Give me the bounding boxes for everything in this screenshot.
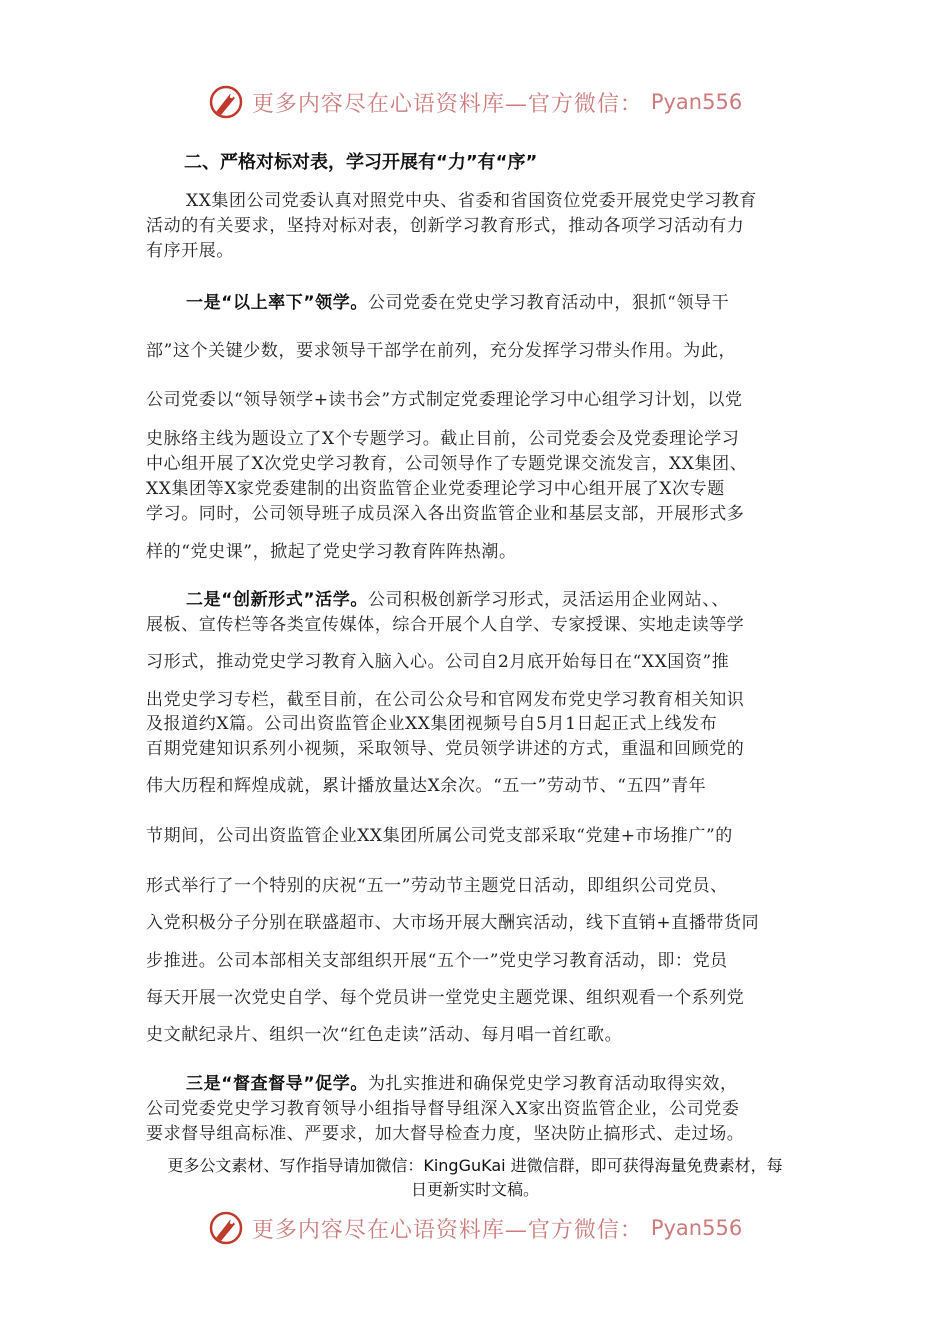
section-two-line: 入党积极分子分别在联盛超市、大市场开展大酬宾活动，线下直销+直播带货同 <box>146 913 760 933</box>
section-one-line: 公司党委以“领导领学+读书会”方式制定党委理论学习中心组学习计划，以党 <box>146 390 743 410</box>
section-two-line: 百期党建知识系列小视频，采取领导、党员领学讲述的方式，重温和回顾党的 <box>146 739 745 759</box>
section-one-lead: 一是“以上率下”领学。 <box>186 293 368 313</box>
section-three-line: 公司党委党史学习教育领导小组指导督导组深入X家出资监管企业，公司党委 <box>146 1099 740 1119</box>
watermark-text: 更多内容尽在心语资料库—官方微信： <box>251 1217 643 1243</box>
section-one-line: 中心组开展了X次党史学习教育，公司领导作了专题党课交流发言，XX集团、 <box>146 454 748 474</box>
section-two-line: 习形式，推动党史学习教育入脑入心。公司自2月底开始每日在“XX国资”推 <box>146 652 730 672</box>
pen-nib-logo-icon <box>208 1210 244 1246</box>
intro-line: XX集团公司党委认真对照党中央、省委和省国资位党委开展党史学习教育 <box>186 191 758 211</box>
bottom-watermark <box>0 1210 950 1250</box>
watermark-text: 更多内容尽在心语资料库—官方微信： <box>251 91 643 117</box>
section-two-line: 形式举行了一个特别的庆祝“五一”劳动节主题党日活动，即组织公司党员、 <box>146 876 728 896</box>
promo-line: 日更新实时文稿。 <box>410 1180 539 1199</box>
watermark-id: Pyan556 <box>650 1216 743 1240</box>
section-one-line: 部”这个关键少数，要求领导干部学在前列，充分发挥学习带头作用。为此， <box>146 341 737 361</box>
section-two-line: 伟大历程和辉煌成就，累计播放量达X余次。“五一”劳动节、“五四”青年 <box>146 776 707 796</box>
section-three-first-line <box>186 1069 738 1094</box>
section-two-line: 节期间，公司出资监管企业XX集团所属公司党支部采取“党建+市场推广”的 <box>146 826 733 846</box>
section-two-line: 公司积极创新学习形式，灵活运用企业网站、、 <box>367 590 730 610</box>
section-one-line: 学习。同时，公司领导班子成员深入各出资监管企业和基层支部，开展形式多 <box>146 504 745 524</box>
section-two-line: 每天开展一次党史自学、每个党员讲一堂党史主题党课、组织观看一个系列党 <box>146 988 745 1008</box>
section-heading: 二、严格对标对表，学习开展有“力”有“序” <box>184 152 538 173</box>
section-one-line: 公司党委在党史学习教育活动中，狠抓“领导干 <box>367 293 730 313</box>
section-one-line: XX集团等X家党委建制的出资监管企业党委理论学习中心组开展了X次专题 <box>146 479 725 499</box>
watermark-id: Pyan556 <box>650 90 743 114</box>
section-two-line: 展板、宣传栏等各类宣传媒体，综合开展个人自学、专家授课、实地走读等学 <box>146 615 745 635</box>
section-two-line: 及报道约X篇。公司出资监管企业XX集团视频号自5月1日起正式上线发布 <box>146 714 718 734</box>
top-watermark <box>0 84 950 124</box>
section-three-line: 要求督导组高标准、严要求，加大督导检查力度，坚决防止搞形式、走过场。 <box>146 1124 745 1144</box>
section-two-line: 出党史学习专栏，截至目前，在公司公众号和官网发布党史学习教育相关知识 <box>146 690 745 710</box>
intro-line: 活动的有关要求，坚持对标对表，创新学习教育形式，推动各项学习活动有力 <box>146 216 745 236</box>
intro-line: 有序开展。 <box>146 241 234 261</box>
section-three-line: 为扎实推进和确保党史学习教育活动取得实效， <box>367 1074 738 1094</box>
section-three-lead: 三是“督查督导”促学。 <box>186 1074 368 1094</box>
promo-line: 更多公文素材、写作指导请加微信：KingGuKai 进微信群，即可获得海量免费素材，每 <box>167 1156 783 1175</box>
promo-text <box>140 1154 810 1202</box>
section-two-line: 步推进。公司本部相关支部组织开展“五个一”党史学习教育活动，即：党员 <box>146 951 728 971</box>
section-one-line: 样的“党史课”，掀起了党史学习教育阵阵热潮。 <box>146 542 517 562</box>
section-two-first-line <box>186 585 729 610</box>
section-two-lead: 二是“创新形式”活学。 <box>186 590 368 610</box>
section-one-first-line <box>186 288 729 313</box>
section-one-line: 史脉络主线为题设立了X个专题学习。截止目前，公司党委会及党委理论学习 <box>146 429 740 449</box>
section-two-line: 史文献纪录片、组织一次“红色走读”活动、每月唱一首红歌。 <box>146 1025 623 1045</box>
pen-nib-logo-icon <box>208 84 244 120</box>
